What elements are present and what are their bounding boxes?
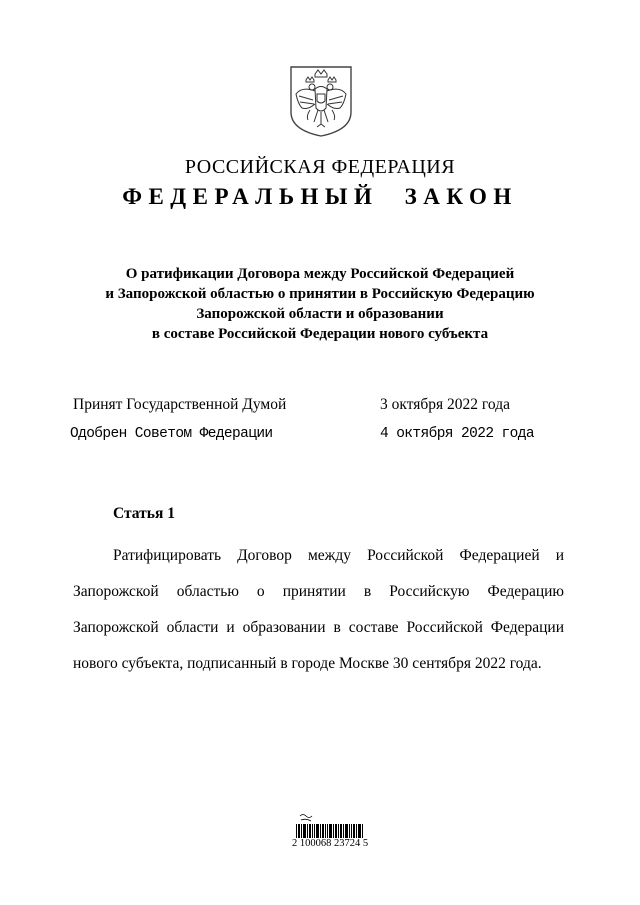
article-text: Ратифицировать Договор между Российской Федерацией и Запорожской областью о принятии в Российскую Федерацию Запорожской области и образовании в составе Российской Федерации нового субъекта, подписанный в городе Москве 30 сентября 2022 года. — [73, 547, 564, 672]
barcode-number: 2 100068 23724 5 — [292, 838, 369, 849]
title-line: и Запорожской областью о принятии в Российскую Федерацию — [105, 286, 535, 302]
title-line: в составе Российской Федерации нового субъекта — [151, 326, 489, 342]
title-line: Запорожской области и образовании — [196, 306, 444, 322]
adopted-date: 3 октября 2022 года — [380, 396, 510, 413]
approved-date: 4 октября 2022 года — [380, 426, 534, 442]
title-line: О ратификации Договора между Российской Федерацией — [125, 266, 515, 282]
article-heading: Статья 1 — [113, 505, 175, 522]
law-title — [70, 264, 570, 344]
document-type: ФЕДЕРАЛЬНЫЙ ЗАКОН — [122, 184, 518, 209]
country-name: РОССИЙСКАЯ ФЕДЕРАЦИЯ — [184, 156, 456, 178]
adopted-label: Принят Государственной Думой — [73, 396, 287, 413]
approved-label: Одобрен Советом Федерации — [70, 426, 273, 442]
coat-of-arms-emblem — [288, 64, 354, 138]
